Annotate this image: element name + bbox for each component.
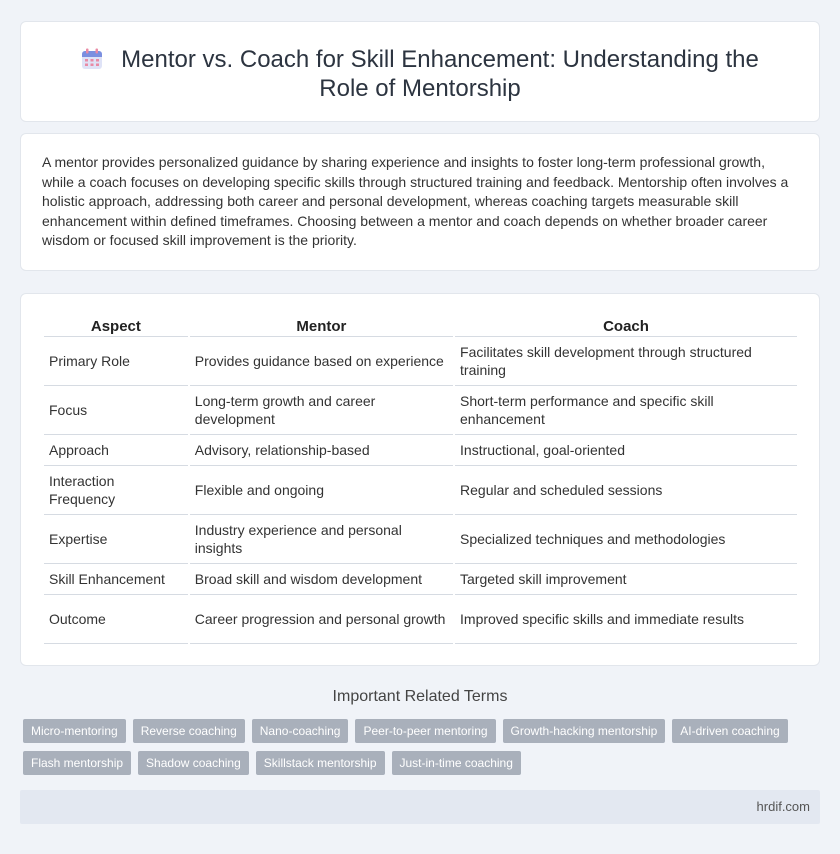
cell-coach: Facilitates skill development through structured training	[455, 337, 797, 386]
cell-aspect: Outcome	[44, 595, 188, 644]
comparison-card	[20, 293, 820, 666]
related-term-tag[interactable]: Growth-hacking mentorship	[503, 719, 666, 743]
header-mentor: Mentor	[190, 315, 453, 337]
table-row	[44, 337, 797, 386]
cell-coach: Short-term performance and specific skill enhancement	[455, 386, 797, 435]
cell-mentor: Provides guidance based on experience	[190, 337, 453, 386]
comparison-table	[42, 315, 799, 644]
table-row	[44, 386, 797, 435]
cell-aspect: Interaction Frequency	[44, 466, 188, 515]
header-coach: Coach	[455, 315, 797, 337]
title-card	[20, 21, 820, 122]
cell-mentor: Long-term growth and career development	[190, 386, 453, 435]
footer	[20, 790, 820, 824]
intro-paragraph: A mentor provides personalized guidance by sharing experience and insights to foster long-term professional growth, while a coach focuses on developing specific skills through structured training and feedback. Mentorship often involves a holistic approach, addressing both career and personal development, whereas coaching targets measurable skill enhancement within defined timeframes. Choosing between a mentor and coach depends on whether broader career wisdom or focused skill improvement is the priority.	[42, 154, 789, 248]
cell-mentor: Industry experience and personal insights	[190, 515, 453, 564]
cell-coach: Targeted skill improvement	[455, 564, 797, 595]
table-header-row	[44, 315, 797, 337]
table-row	[44, 564, 797, 595]
cell-aspect: Approach	[44, 435, 188, 466]
cell-coach: Instructional, goal-oriented	[455, 435, 797, 466]
related-term-tag[interactable]: Micro-mentoring	[23, 719, 126, 743]
cell-coach: Improved specific skills and immediate results	[455, 595, 797, 644]
page-title	[61, 45, 779, 103]
cell-mentor: Career progression and personal growth	[190, 595, 453, 644]
cell-aspect: Primary Role	[44, 337, 188, 386]
page-title-text: Mentor vs. Coach for Skill Enhancement: Understanding the Role of Mentorship	[121, 46, 759, 102]
related-terms-list	[23, 719, 803, 775]
cell-aspect: Expertise	[44, 515, 188, 564]
cell-aspect: Skill Enhancement	[44, 564, 188, 595]
related-term-tag[interactable]: Nano-coaching	[252, 719, 349, 743]
footer-site-link[interactable]: hrdif.com	[756, 799, 810, 814]
table-row	[44, 515, 797, 564]
related-terms-heading: Important Related Terms	[332, 688, 508, 705]
cell-coach: Specialized techniques and methodologies	[455, 515, 797, 564]
table-row	[44, 466, 797, 515]
related-term-tag[interactable]: Shadow coaching	[138, 751, 249, 775]
cell-aspect: Focus	[44, 386, 188, 435]
calendar-icon	[81, 48, 103, 70]
related-term-tag[interactable]: Skillstack mentorship	[256, 751, 385, 775]
intro-card	[20, 133, 820, 271]
cell-coach: Regular and scheduled sessions	[455, 466, 797, 515]
cell-mentor: Advisory, relationship-based	[190, 435, 453, 466]
cell-mentor: Flexible and ongoing	[190, 466, 453, 515]
related-term-tag[interactable]: Just-in-time coaching	[392, 751, 521, 775]
related-term-tag[interactable]: Flash mentorship	[23, 751, 131, 775]
related-term-tag[interactable]: Reverse coaching	[133, 719, 245, 743]
header-aspect: Aspect	[44, 315, 188, 337]
table-row	[44, 435, 797, 466]
related-term-tag[interactable]: Peer-to-peer mentoring	[355, 719, 495, 743]
related-term-tag[interactable]: AI-driven coaching	[672, 719, 787, 743]
table-row	[44, 595, 797, 644]
cell-mentor: Broad skill and wisdom development	[190, 564, 453, 595]
